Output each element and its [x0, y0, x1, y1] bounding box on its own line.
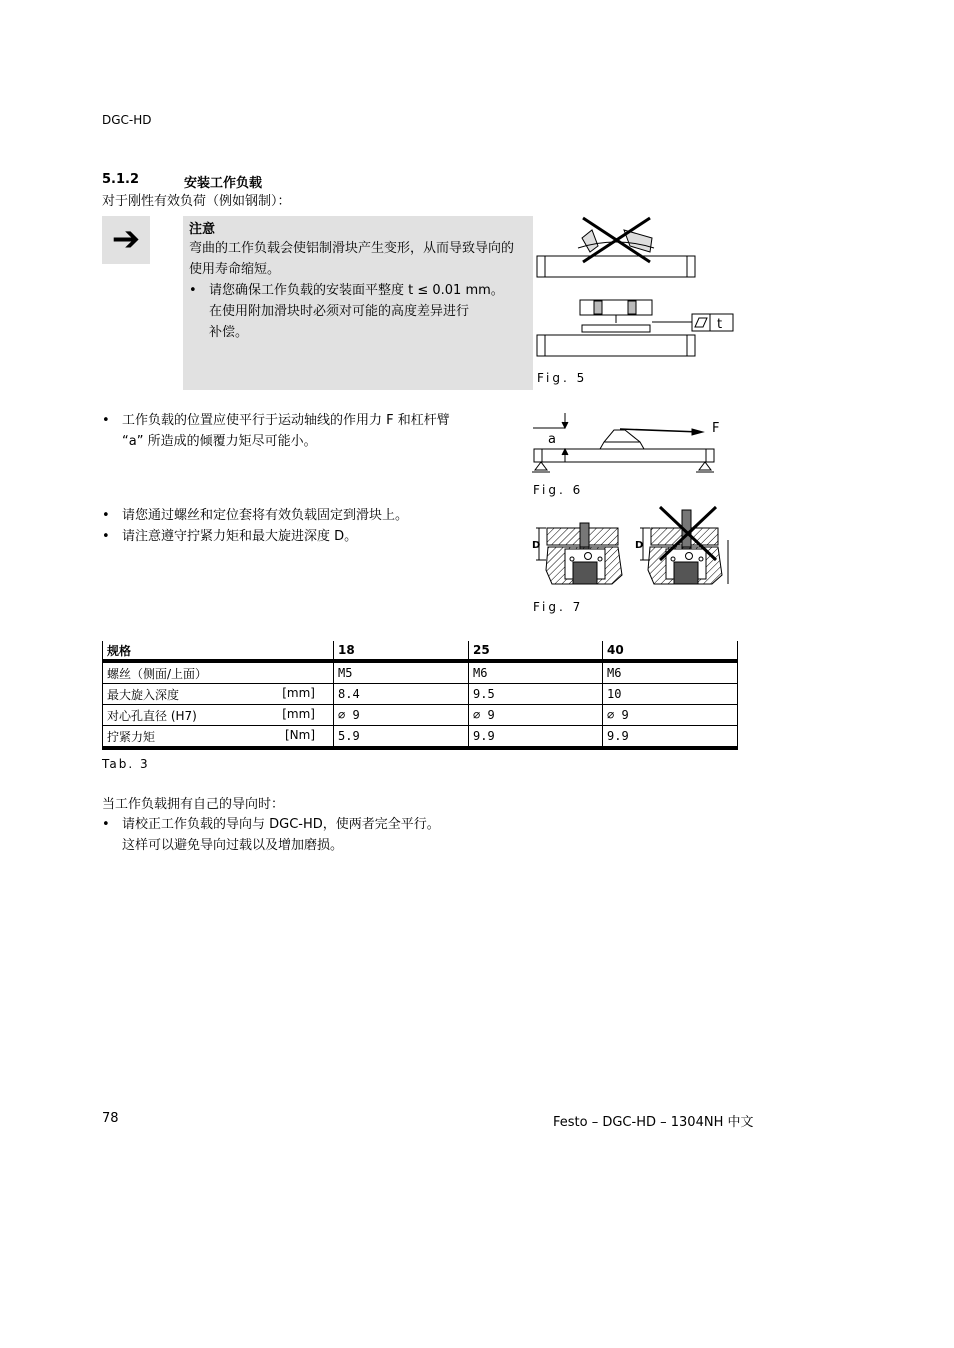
row-label-text: 最大旋入深度: [107, 687, 180, 702]
fig7-right-rail: [674, 562, 698, 584]
table-cell: ∅ 9: [469, 705, 603, 726]
bullet-dot: •: [102, 413, 110, 428]
fig6-caption: Fig. 6: [533, 483, 584, 497]
note-bullet-line3: 补偿。: [209, 325, 249, 340]
fig7-label-d-left: D: [532, 540, 541, 551]
bullet-dot: •: [102, 529, 110, 544]
row-label-text: 对心孔直径 (H7): [107, 708, 197, 723]
note-title: 注意: [189, 222, 216, 237]
bullet-text-line1: 请校正工作负载的导向与 DGC-HD，使两者完全平行。: [122, 817, 440, 832]
fig6-label-f: F: [712, 421, 720, 436]
spec-table: [102, 641, 738, 750]
table-row: [103, 684, 738, 705]
table-caption: Tab. 3: [102, 757, 150, 771]
fig7-label-d-right: D: [635, 540, 644, 551]
table-row: [103, 726, 738, 749]
table-row-label: [103, 726, 334, 749]
table-header-cell: 18: [334, 641, 469, 661]
footer-doc-id: Festo – DGC-HD – 1304NH 中文: [553, 1115, 754, 1130]
table-cell: 9.9: [603, 726, 738, 749]
bullet-text: 请您通过螺丝和定位套将有效负载固定到滑块上。: [122, 508, 409, 523]
own-guide-lead: 当工作负载拥有自己的导向时：: [102, 797, 285, 812]
section-title: 安装工作负载: [184, 176, 263, 191]
arrow-right-icon: ➔: [111, 219, 141, 259]
bullet-text: 请注意遵守拧紧力矩和最大旋进深度 D。: [122, 529, 358, 544]
fig7-left-rail: [573, 562, 597, 584]
table-cell: M5: [334, 661, 469, 684]
note-text: 弯曲的工作负载会使铝制滑块产生变形，从而导致导向的使用寿命缩短。: [189, 241, 515, 277]
table-header-cell: 25: [469, 641, 603, 661]
table-cell: 9.5: [469, 684, 603, 705]
table-header-cell: 40: [603, 641, 738, 661]
row-unit: [Nm]: [284, 727, 315, 742]
table-row-label: [103, 661, 334, 684]
fig6-label-a: a: [548, 432, 556, 447]
bullet-text-line2: “a” 所造成的倾覆力矩尽可能小。: [122, 434, 317, 449]
note-bullet-line2: 在使用附加滑块时必须对可能的高度差异进行: [209, 304, 470, 319]
fig5-label-t: t: [717, 317, 723, 332]
fig5-caption: Fig. 5: [537, 371, 588, 385]
table-cell: ∅ 9: [334, 705, 469, 726]
row-unit: [mm]: [282, 706, 315, 721]
bullet-dot: •: [189, 283, 197, 298]
row-label-text: 螺丝（侧面/上面）: [107, 666, 208, 681]
section-number: 5.1.2: [102, 172, 140, 187]
bullet-text-line2: 这样可以避免导向过载以及增加磨损。: [122, 838, 344, 853]
page-number: 78: [102, 1111, 119, 1126]
table-cell: M6: [469, 661, 603, 684]
table-cell: 10: [603, 684, 738, 705]
bullet-dot: •: [102, 817, 110, 832]
intro-text: 对于刚性有效负荷（例如钢制）：: [102, 194, 291, 209]
table-cell: 9.9: [469, 726, 603, 749]
table-cell: ∅ 9: [603, 705, 738, 726]
table-row-label: [103, 705, 334, 726]
table-row-label: [103, 684, 334, 705]
header-product: DGC-HD: [102, 113, 152, 127]
table-row: [103, 661, 738, 684]
table-cell: 5.9: [334, 726, 469, 749]
bullet-text-line1: 工作负载的位置应使平行于运动轴线的作用力 F 和杠杆臂: [122, 413, 450, 428]
row-label-text: 拧紧力矩: [107, 729, 156, 744]
fig7-caption: Fig. 7: [533, 600, 584, 614]
table-row: [103, 705, 738, 726]
table-cell: M6: [603, 661, 738, 684]
note-bullet-line1: 请您确保工作负载的安装面平整度 t ≤ 0.01 mm。: [209, 283, 504, 298]
row-unit: [mm]: [282, 685, 315, 700]
table-header-cell: 规格: [103, 641, 334, 661]
bullet-dot: •: [102, 508, 110, 523]
table-header-row: [103, 641, 738, 661]
table-cell: 8.4: [334, 684, 469, 705]
